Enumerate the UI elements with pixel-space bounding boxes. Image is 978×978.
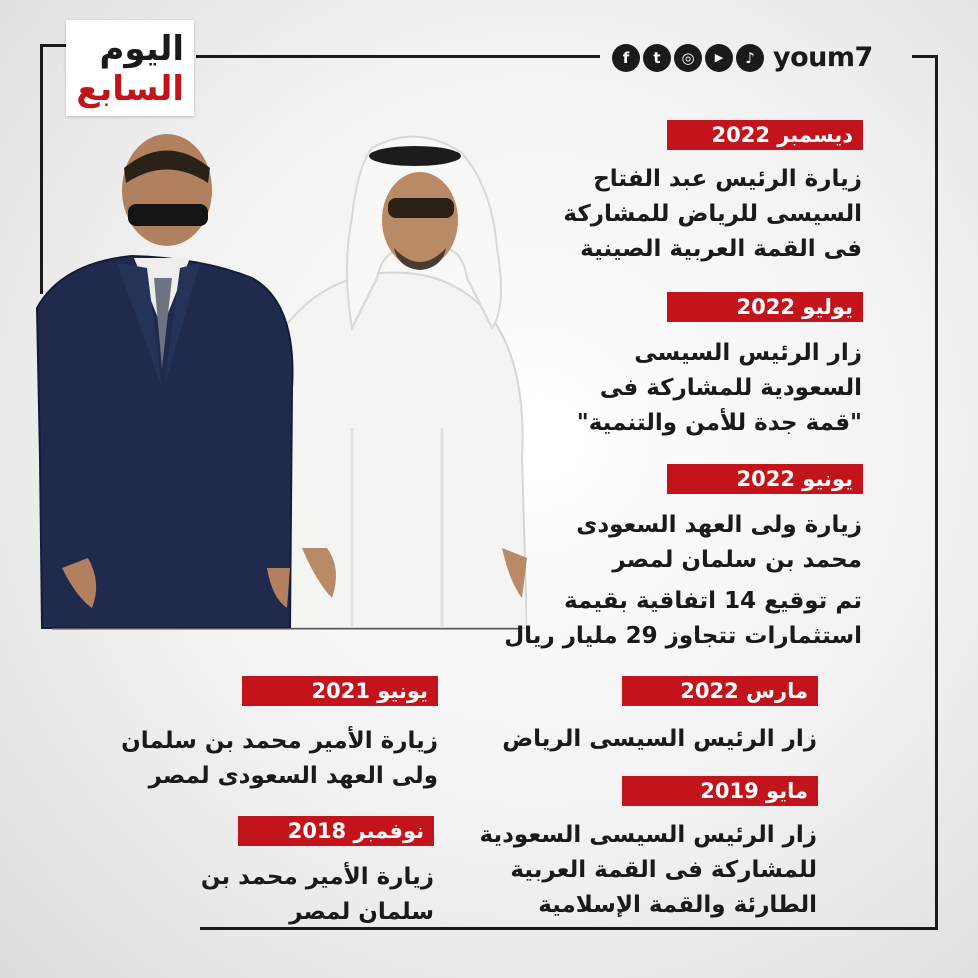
logo-line-1: اليوم	[99, 29, 184, 69]
event-text-jun-2022	[504, 508, 862, 654]
date-tag-jul-2022: يوليو 2022	[667, 292, 863, 322]
leaders-photo	[22, 128, 527, 636]
youm7-logo	[66, 20, 194, 116]
site-name: youm7	[773, 42, 873, 73]
event-line: الطارئة والقمة الإسلامية	[538, 892, 817, 918]
frame-line-right	[935, 55, 938, 930]
event-line: ولى العهد السعودى لمصر	[148, 763, 438, 789]
date-tag-nov-2018: نوفمبر 2018	[238, 816, 434, 846]
event-line: "قمة جدة للأمن والتنمية"	[576, 410, 862, 436]
date-tag-may-2019: مايو 2019	[622, 776, 818, 806]
event-text-dec-2022	[540, 162, 862, 267]
twitter-icon[interactable]: t	[643, 44, 671, 72]
date-tag-dec-2022: ديسمبر 2022	[667, 120, 863, 150]
event-line: سلمان لمصر	[289, 899, 434, 925]
king-figure	[282, 137, 527, 628]
logo-line-2: السابع	[76, 69, 184, 109]
event-line: زار الرئيس السيسى السعودية	[479, 822, 817, 848]
event-text-jun-2021	[121, 724, 438, 794]
event-text-mar-2022	[502, 722, 817, 757]
date-tag-mar-2022: مارس 2022	[622, 676, 818, 706]
event-text-may-2019	[480, 818, 817, 923]
event-line: تم توقيع 14 اتفاقية بقيمة	[564, 588, 862, 614]
event-line: للمشاركة فى القمة العربية	[510, 857, 817, 883]
event-line: زيارة الأمير محمد بن سلمان	[121, 728, 438, 754]
event-line: زيارة الأمير محمد بن	[200, 864, 434, 890]
date-tag-jun-2021: يونيو 2021	[242, 676, 438, 706]
event-line: فى القمة العربية الصينية	[580, 236, 862, 262]
event-line: زار الرئيس السيسى	[634, 340, 862, 366]
event-line: محمد بن سلمان لمصر	[612, 547, 862, 573]
date-tag-jun-2022: يونيو 2022	[667, 464, 863, 494]
event-text-jul-2022	[560, 336, 862, 441]
event-line: استثمارات تتجاوز 29 مليار ريال	[504, 623, 862, 649]
event-line: زيارة ولى العهد السعودى	[576, 512, 862, 538]
social-bar	[612, 42, 873, 73]
event-line: السيسى للرياض للمشاركة	[563, 201, 862, 227]
facebook-icon[interactable]: f	[612, 44, 640, 72]
youtube-icon[interactable]: ▶	[705, 44, 733, 72]
tiktok-icon[interactable]: ♪	[736, 44, 764, 72]
frame-line-top-mid	[196, 55, 600, 58]
instagram-icon[interactable]: ◎	[674, 44, 702, 72]
event-line: السعودية للمشاركة فى	[599, 375, 862, 401]
event-line: زيارة الرئيس عبد الفتاح	[593, 166, 862, 192]
event-line: زار الرئيس السيسى الرياض	[502, 726, 817, 752]
president-figure	[37, 134, 293, 628]
event-text-nov-2018	[140, 860, 434, 930]
